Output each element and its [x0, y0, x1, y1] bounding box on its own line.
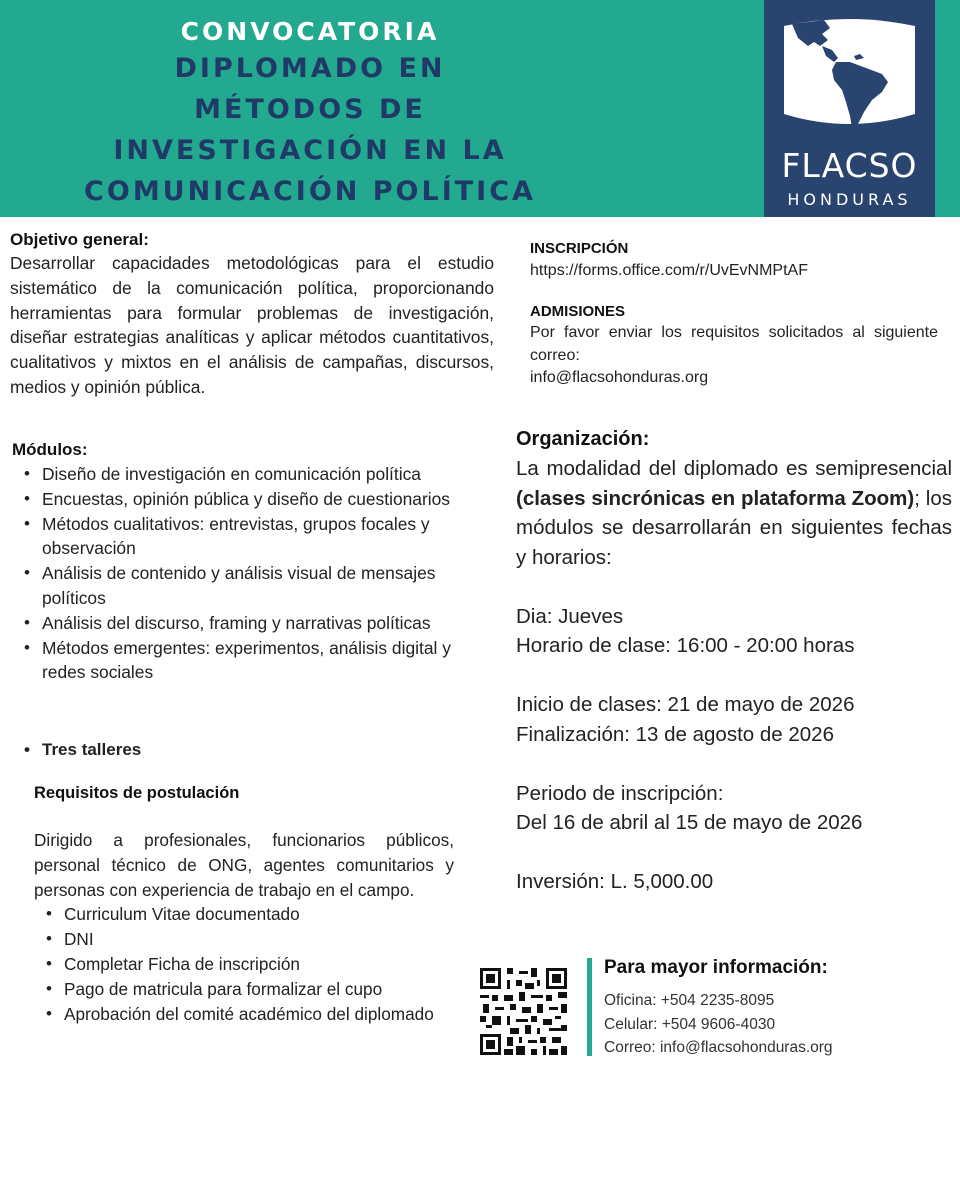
organizacion-text-b: ; los módulos se desarrollarán en siguientes fechas y horarios: [516, 486, 952, 569]
organizacion-label: Organización: [516, 428, 650, 450]
dia-text: Dia: Jueves [516, 604, 624, 628]
title-convocatoria: CONVOCATORIA [180, 17, 440, 46]
objetivo-section [10, 230, 494, 400]
admisiones-section [530, 302, 938, 390]
qr-code-icon [480, 968, 567, 1055]
requisitos-intro: Dirigido a profesionales, funcionarios públicos, personal técnico de ONG, agentes comunitarios y personas con experiencia de trabajo en el campo. [34, 830, 454, 900]
list-item: • Curriculum Vitae documentado [34, 902, 454, 927]
objetivo-text: Desarrollar capacidades metodológicas para el estudio sistemático de la comunicación política, proporcionando herramientas para formular problemas de investigación, diseñar estrategias analíticas y aplicar métodos cuantitativos, cualitativos y mixtos en el análisis de campañas, discursos, medios y opinión pública. [10, 253, 494, 397]
title-line-1: DIPLOMADO EN [174, 53, 446, 84]
logo-name: FLACSO [781, 146, 918, 185]
inscripcion-link[interactable]: https://forms.office.com/r/UvEvNMPtAF [530, 262, 808, 279]
modulos-section [12, 440, 492, 685]
requisitos-list [34, 902, 454, 1026]
organizacion-text [516, 454, 952, 572]
list-item: • Completar Ficha de inscripción [34, 952, 454, 977]
list-item: • Métodos emergentes: experimentos, análisis digital y redes sociales [12, 636, 492, 686]
periodo-text: Del 16 de abril al 15 de mayo de 2026 [516, 811, 863, 834]
list-item: • DNI [34, 927, 454, 952]
inversion-text: Inversión: L. 5,000.00 [516, 870, 714, 893]
organizacion-text-bold: (clases sincrónicas en plataforma Zoom) [516, 486, 915, 510]
requisitos-label: Requisitos de postulación [34, 784, 240, 802]
modulos-list [12, 462, 492, 685]
title-line-3: INVESTIGACIÓN EN LA [113, 135, 507, 166]
horario-text: Horario de clase: 16:00 - 20:00 horas [516, 634, 855, 657]
list-item: • Aprobación del comité académico del diplomado [34, 1002, 454, 1027]
contact-section [604, 955, 944, 1060]
logo-subtitle: HONDURAS [787, 190, 912, 209]
title-line-4: COMUNICACIÓN POLÍTICA [84, 176, 536, 207]
periodo-label: Periodo de inscripción: [516, 781, 724, 805]
americas-map-icon [784, 16, 915, 129]
flacso-logo [764, 0, 935, 217]
contact-celular: Celular: +504 9606-4030 [604, 1015, 776, 1033]
title-line-2: MÉTODOS DE [194, 94, 426, 125]
list-item: • Pago de matricula para formalizar el cupo [34, 977, 454, 1002]
contact-oficina: Oficina: +504 2235-8095 [604, 992, 775, 1009]
title-block [0, 16, 620, 212]
objetivo-label: Objetivo general: [10, 230, 149, 249]
contact-label: Para mayor información: [604, 957, 828, 978]
inicio-text: Inicio de clases: 21 de mayo de 2026 [516, 693, 855, 716]
admisiones-email[interactable]: info@flacsohonduras.org [530, 369, 709, 386]
inscripcion-section [530, 239, 938, 283]
fin-text: Finalización: 13 de agosto de 2026 [516, 722, 834, 746]
admisiones-text: Por favor enviar los requisitos solicitados al siguiente correo: [530, 324, 938, 364]
modulos-label: Módulos: [12, 440, 88, 459]
organizacion-text-a: La modalidad del diplomado es semipresencial [516, 457, 952, 480]
requisitos-section [34, 784, 454, 1026]
contact-correo[interactable]: Correo: info@flacsohonduras.org [604, 1039, 833, 1056]
list-item: • Encuestas, opinión pública y diseño de cuestionarios [12, 487, 492, 512]
list-item: • Diseño de investigación en comunicación política [12, 462, 492, 487]
list-item: • Análisis de contenido y análisis visual de mensajes políticos [12, 561, 492, 611]
organizacion-section [516, 424, 952, 897]
list-item: • Análisis del discurso, framing y narrativas políticas [12, 611, 492, 636]
admisiones-label: ADMISIONES [530, 303, 626, 320]
inscripcion-label: INSCRIPCIÓN [530, 240, 629, 257]
contact-accent-bar [587, 958, 592, 1056]
list-item: • Métodos cualitativos: entrevistas, grupos focales y observación [12, 512, 492, 562]
talleres-item: • Tres talleres [12, 738, 141, 762]
